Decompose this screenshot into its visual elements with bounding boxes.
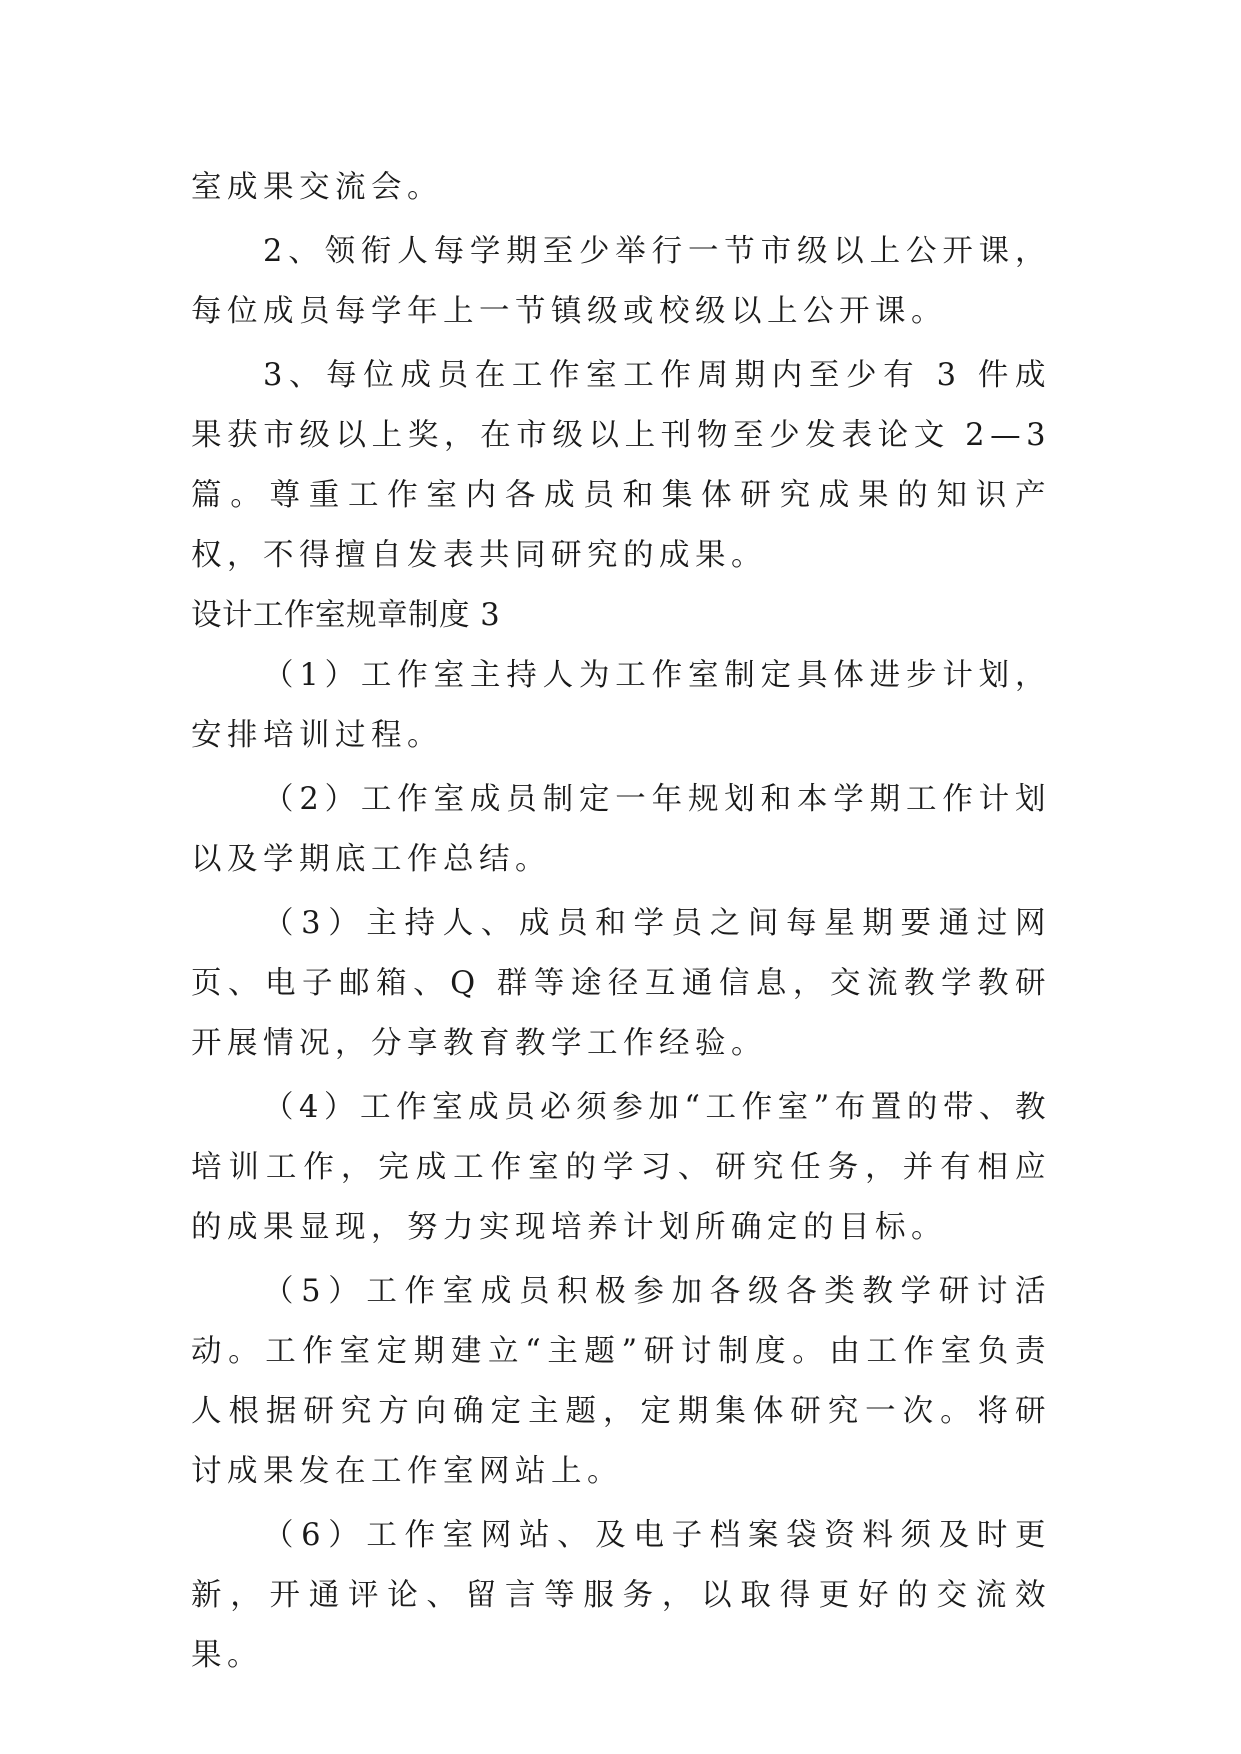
rule-item-3: （3）主持人、成员和学员之间每星期要通过网页、电子邮箱、Q 群等途径互通信息，交流教学教研开展情况，分享教育教学工作经验。 (191, 906, 1051, 1061)
section-title: 设计工作室规章制度 3 (191, 598, 501, 633)
rule-item-2: （2）工作室成员制定一年规划和本学期工作计划以及学期底工作总结。 (191, 782, 1051, 877)
rule-item-6: （6）工作室网站、及电子档案袋资料须及时更新，开通评论、留言等服务，以取得更好的交流效果。 (191, 1518, 1051, 1673)
rule-item-5: （5）工作室成员积极参加各级各类教学研讨活动。工作室定期建立“主题”研讨制度。由工作室负责人根据研究方向确定主题，定期集体研究一次。将研讨成果发在工作室网站上。 (191, 1274, 1051, 1489)
rule-item-4: （4）工作室成员必须参加“工作室”布置的带、教培训工作，完成工作室的学习、研究任务，并有相应的成果显现，努力实现培养计划所确定的目标。 (191, 1090, 1051, 1245)
paragraph-item-2: 2、领衔人每学期至少举行一节市级以上公开课，每位成员每学年上一节镇级或校级以上公开课。 (191, 234, 1051, 329)
paragraph-continuation: 室成果交流会。 (191, 170, 443, 205)
rule-item-1: （1）工作室主持人为工作室制定具体进步计划，安排培训过程。 (191, 658, 1051, 753)
paragraph-item-3: 3、每位成员在工作室工作周期内至少有 3 件成果获市级以上奖，在市级以上刊物至少发表论文 2—3 篇。尊重工作室内各成员和集体研究成果的知识产权，不得擅自发表共同研究的成果。 (191, 358, 1051, 573)
document-body (191, 158, 1051, 1686)
